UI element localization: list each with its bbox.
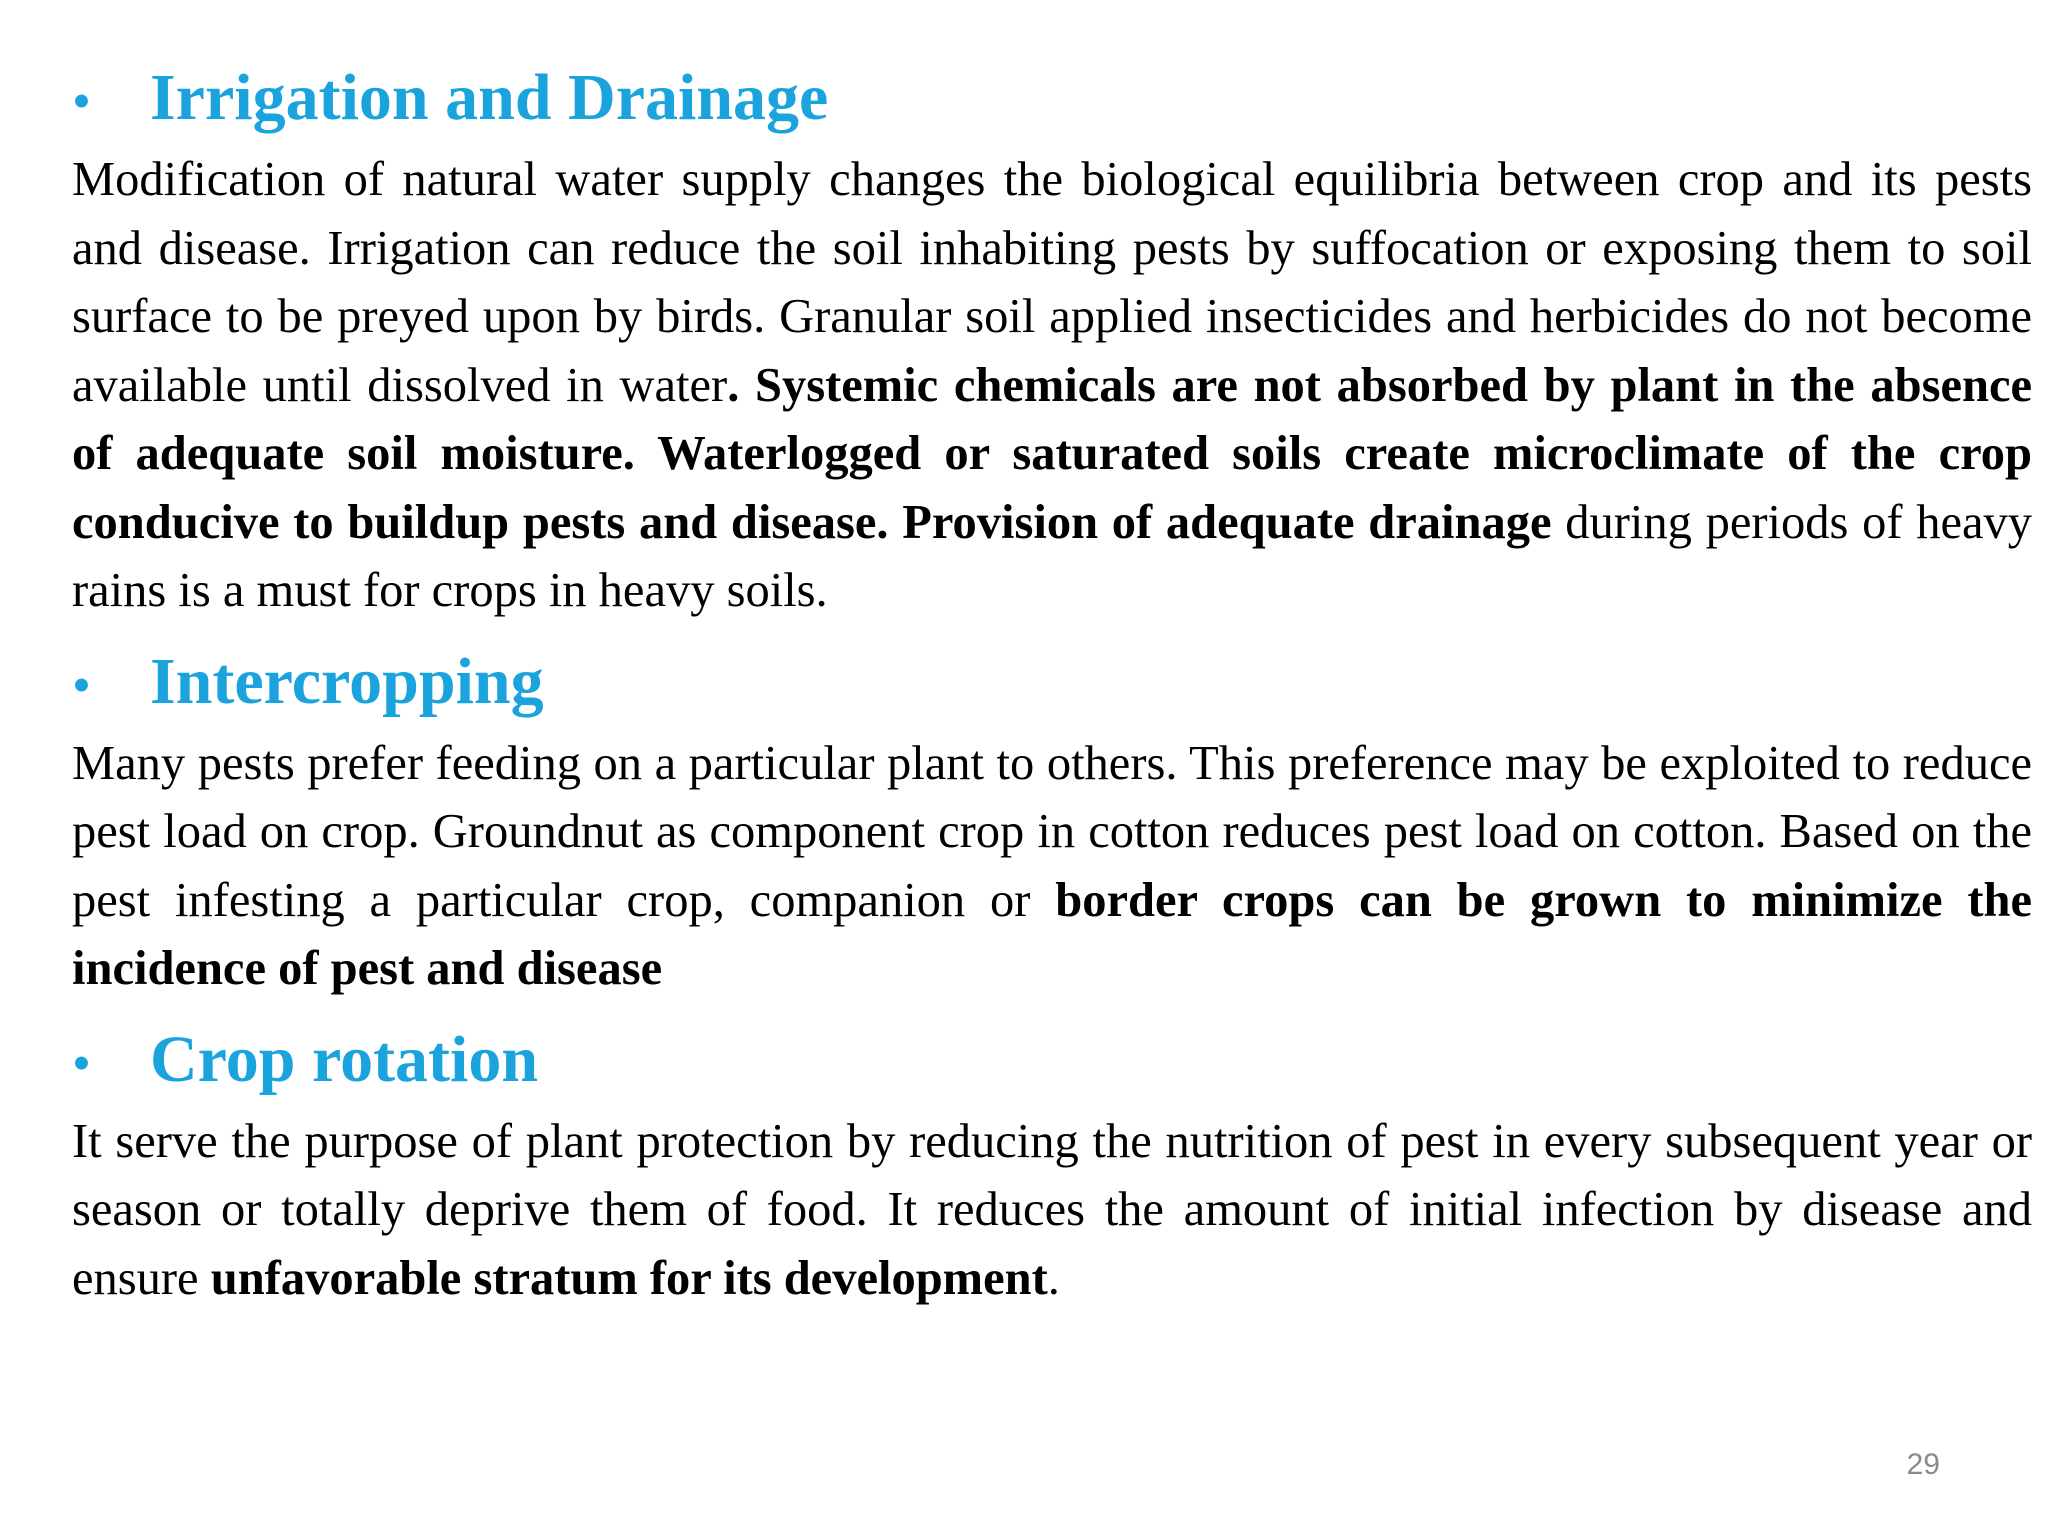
section-heading-irrigation [72,50,2032,146]
page-number: 29 [1906,1448,1940,1481]
text-run: Modification of natural water supply changes the biological equilibria between crop and its pests and disease. Irrigation can reduce the soil inhabiting pests by suffocation or exposing them to soil surface to be preyed upon by birds. Granular soil applied insecticides and herbicides do not become available until dissolved in water [72,153,2032,412]
bullet-icon: • [72,654,91,715]
paragraph-irrigation [72,146,2032,626]
text-run: during periods of heavy rains is a must for crops in heavy soils. [72,495,2032,617]
text-run: Many pests prefer feeding on a particular plant to others. This preference may be exploited to reduce pest load on crop. Groundnut as component crop in cotton reduces pest load on cotton. Based on the pest infesting a particular crop, companion or [72,736,2032,927]
heading-text: Irrigation and Drainage [150,61,829,134]
bold-text-run: border crops can be grown to minimize the incidence of pest and disease [72,873,2032,995]
bullet-icon: • [72,1032,91,1093]
heading-text: Crop rotation [150,1022,539,1096]
slide-content [72,50,2032,1313]
bullet-icon: • [72,71,91,131]
section-heading-intercropping [72,634,2032,730]
paragraph-crop-rotation [72,1108,2032,1314]
bold-text-run: unfavorable stratum for its development [210,1251,1048,1305]
paragraph-intercropping [72,730,2032,1004]
text-run: It serve the purpose of plant protection by reducing the nutrition of pest in every subsequent year or season or totally deprive them of food. It reduces the amount of initial infection by disease and ensure [72,1114,2032,1305]
text-run: . [1047,1251,1060,1305]
section-heading-crop-rotation [72,1012,2032,1108]
heading-text: Intercropping [150,644,544,718]
bold-text-run: . Systemic chemicals are not absorbed by plant in the absence of adequate soil moisture. Waterlogged or saturated soils create microclimate of the crop conducive to buildup pests and disease. Provision of adequate drainage [72,358,2033,549]
